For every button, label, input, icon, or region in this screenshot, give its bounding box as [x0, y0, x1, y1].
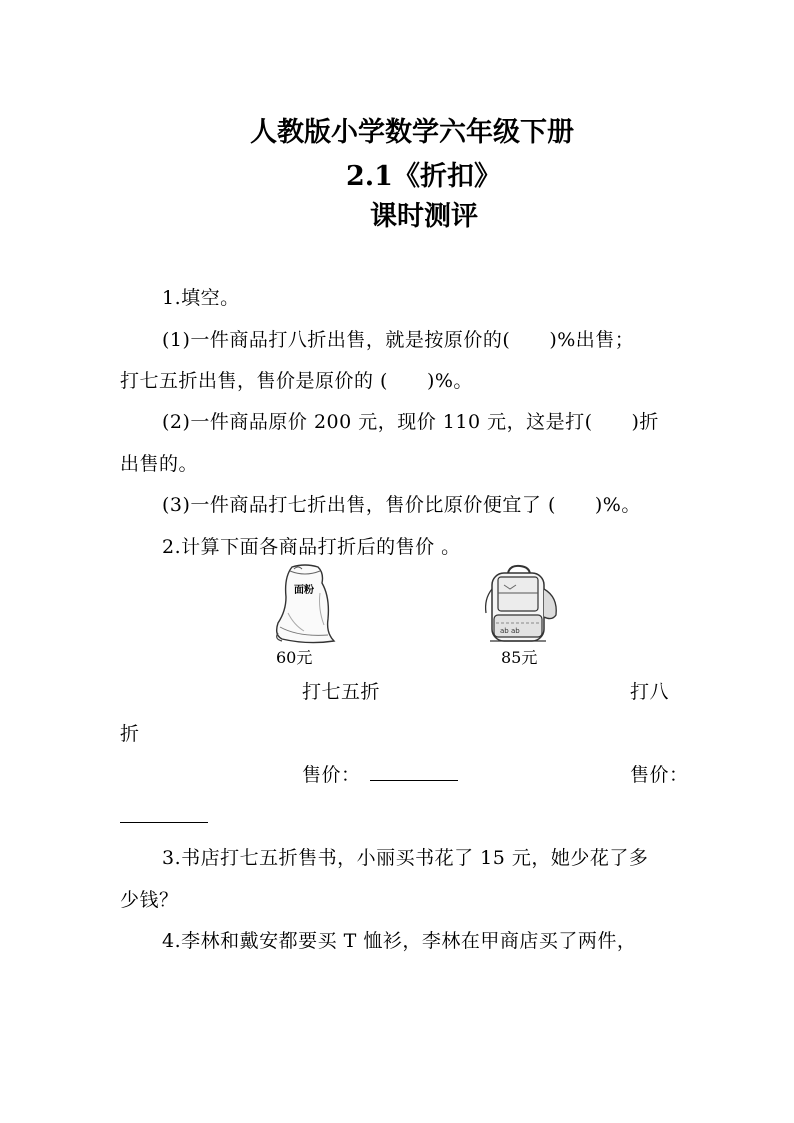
lesson-subtitle: 2.1《折扣》 — [346, 161, 501, 192]
flour-price: 60元 — [276, 648, 313, 667]
backpack-sale-price-label: 售价： — [630, 764, 689, 786]
backpack-discount-part1: 打八 — [630, 681, 670, 703]
flour-discount: 打七五折 — [302, 681, 381, 703]
flour-bag-illustration — [268, 563, 342, 645]
backpack-price: 85元 — [501, 648, 538, 667]
q1-part1-line2: 打七五折出售，售价是原价的 ( )%。 — [120, 370, 473, 392]
flour-bag-icon — [268, 563, 342, 645]
backpack-discount-part2: 折 — [120, 723, 140, 745]
flour-bag-label: 面粉 — [294, 585, 314, 596]
q2-heading: 2.计算下面各商品打折后的售价 。 — [162, 536, 461, 558]
q3-line1: 3.书店打七五折售书，小丽买书花了 15 元，她少花了多 — [162, 847, 649, 869]
q4-line1: 4.李林和戴安都要买 T 恤衫，李林在甲商店买了两件， — [162, 930, 637, 952]
backpack-sale-price-blank[interactable] — [120, 803, 208, 823]
q1-heading: 1.填空。 — [162, 287, 240, 309]
lesson-type: 课时测评 — [370, 201, 478, 232]
backpack-icon — [480, 563, 560, 645]
flour-sale-price-blank[interactable] — [370, 761, 458, 781]
page-title: 人教版小学数学六年级下册 — [250, 117, 574, 148]
flour-sale-price-label: 售价： — [302, 764, 361, 786]
q1-part2-line1: (2)一件商品原价 200 元，现价 110 元，这是打( )折 — [162, 411, 659, 433]
backpack-illustration — [480, 563, 560, 645]
q1-part1-line1: (1)一件商品打八折出售，就是按原价的( )%出售； — [162, 329, 635, 351]
q1-part3-line1: (3)一件商品打七折出售，售价比原价便宜了 ( )%。 — [162, 494, 641, 516]
q3-line2: 少钱？ — [120, 889, 179, 911]
svg-text:ab ab: ab ab — [500, 627, 520, 635]
q1-part2-line2: 出售的。 — [120, 453, 199, 475]
